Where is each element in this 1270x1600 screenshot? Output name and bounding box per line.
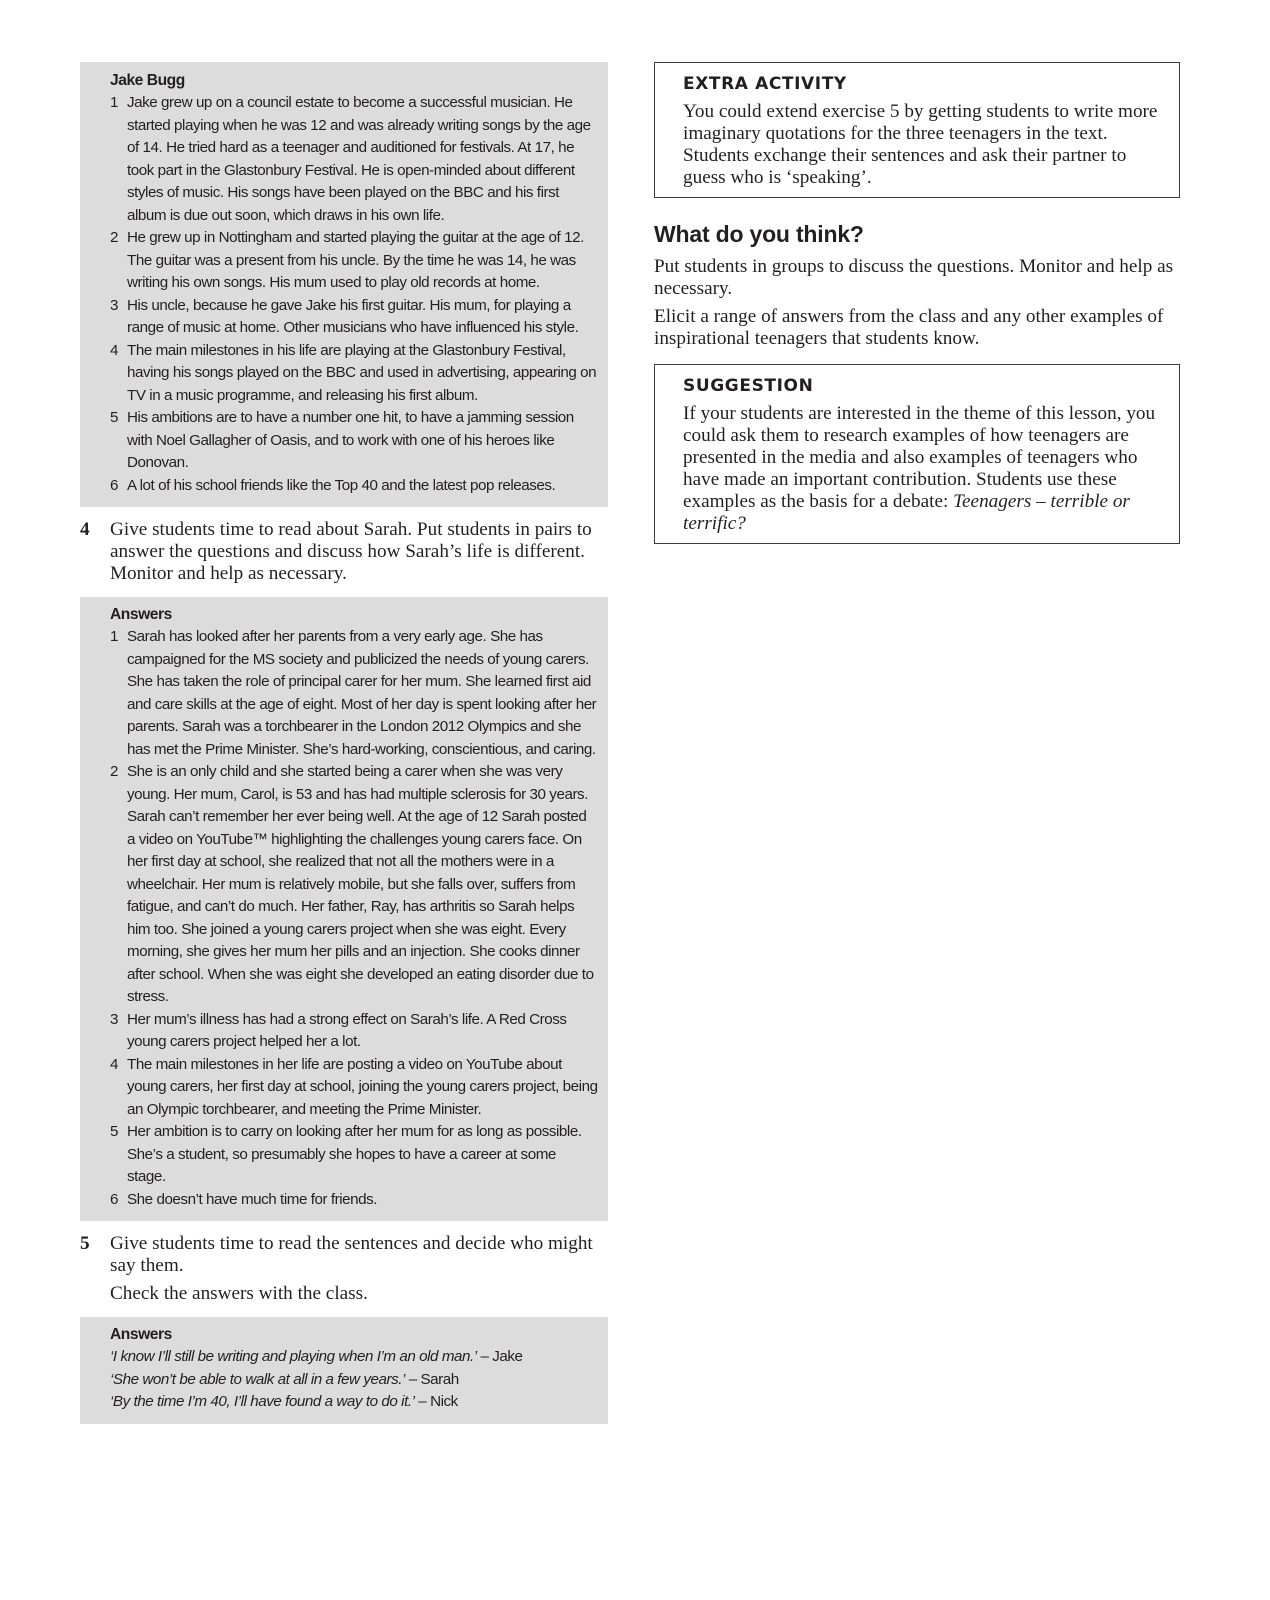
- exercise-number: 4: [80, 519, 90, 540]
- quote-line: ‘She won’t be able to walk at all in a few years.’ – Sarah: [110, 1370, 459, 1388]
- list-item: 6 A lot of his school friends like the Top 40 and the latest pop releases.: [110, 476, 556, 494]
- what-do-you-think-section: [654, 220, 1180, 350]
- list-item: 1 Sarah has looked after her parents from a very early age. She has campaigned for the MS society and publicized the needs of young carers. She has taken the role of principal carer for her mum. She learned first aid and care skills at the age of eight. Most of her day is spent looking after her parents. Sarah was a torchbearer in the London 2012 Olympics and she has met the Prime Minister. She’s hard-working, conscientious, and caring.: [110, 628, 597, 758]
- paragraph: Put students in groups to discuss the questions. Monitor and help as necessary.: [654, 256, 1174, 299]
- quote-line: ‘By the time I’m 40, I’ll have found a way to do it.’ – Nick: [110, 1393, 458, 1410]
- box-text: If your students are interested in the theme of this lesson, you could ask them to research examples of how teenagers are presented in the media and also examples of teenagers who have made an important contribution. Students use these examples as the basis for a debate: Teenagers – terrible or terrific?: [683, 403, 1156, 534]
- quote-line: ‘I know I’ll still be writing and playing when I’m an old man.’ – Jake: [110, 1348, 523, 1365]
- answer-list: [110, 626, 598, 1211]
- jake-answers-box: [80, 62, 608, 507]
- box-heading: Jake Bugg: [110, 72, 185, 89]
- exercise-text: Give students time to read the sentences and decide who might say them.: [110, 1233, 593, 1276]
- paragraph: Elicit a range of answers from the class and any other examples of inspirational teenagers that students know.: [654, 306, 1164, 349]
- list-item: 2 She is an only child and she started being a carer when she was very young. Her mum, Carol, is 53 and has had multiple sclerosis for 30 years. Sarah can’t remember her ever being well. At the age of 12 Sarah posted a video on YouTube™ highlighting the challenges young carers face. On her first day at school, she realized that not all the mothers were in a wheelchair. Her mum is relatively mobile, but she falls over, suffers from fatigue, and can’t do much. Her father, Ray, has arthritis so Sarah helps him too. She joined a young carers project when she was eight. Every morning, she gives her mum her pills and an injection. She cooks dinner after school. When she was eight she developed an eating disorder due to stress.: [110, 763, 594, 1005]
- right-column: [654, 62, 1180, 544]
- list-item: 1 Jake grew up on a council estate to become a successful musician. He started playing when he was 12 and was already writing songs by the age of 14. He tried hard as a teenager and auditioned for festivals. At 17, he took part in the Glastonbury Festival. He is open-minded about different styles of music. His songs have been played on the BBC and his first album is due out soon, which draws in his own life.: [110, 94, 591, 224]
- list-item: 4 The main milestones in his life are playing at the Glastonbury Festival, having his songs played on the BBC and used in advertising, appearing on TV in a music programme, and releasing his first album.: [110, 341, 597, 404]
- exercise-5: [80, 1233, 608, 1305]
- list-item: 5 Her ambition is to carry on looking after her mum for as long as possible. She’s a student, so presumably she hopes to have a career at some stage.: [110, 1123, 582, 1185]
- exercise-text-2: Check the answers with the class.: [110, 1283, 368, 1304]
- box-text: You could extend exercise 5 by getting students to write more imaginary quotations for the three teenagers in the text. Students exchange their sentences and ask their partner to guess who is ‘speaking’.: [683, 101, 1158, 188]
- box-heading: Answers: [110, 606, 172, 623]
- sarah-answers-box: [80, 597, 608, 1221]
- list-item: 4 The main milestones in her life are posting a video on YouTube about young carers, her first day at school, joining the young carers project, being an Olympic torchbearer, and meeting the Prime Minister.: [110, 1055, 598, 1118]
- box-title: EXTRA ACTIVITY: [683, 74, 847, 94]
- box-heading: Answers: [110, 1326, 172, 1343]
- box-title: SUGGESTION: [683, 376, 814, 396]
- exercise-text: Give students time to read about Sarah. Put students in pairs to answer the questions and discuss how Sarah’s life is different. Monitor and help as necessary.: [110, 519, 592, 584]
- quotes-answers-box: [80, 1317, 608, 1424]
- list-item: 6 She doesn’t have much time for friends.: [110, 1190, 378, 1208]
- left-column: [80, 62, 608, 1424]
- exercise-number: 5: [80, 1233, 90, 1254]
- suggestion-box: [654, 364, 1180, 544]
- debate-title: Teenagers – terrible or terrific?: [683, 491, 1130, 534]
- extra-activity-box: [654, 62, 1180, 198]
- section-heading: What do you think?: [654, 221, 864, 247]
- list-item: 2 He grew up in Nottingham and started playing the guitar at the age of 12. The guitar was a present from his uncle. By the time he was 14, he was writing his own songs. His mum used to play old records at home.: [110, 229, 584, 291]
- list-item: 3 Her mum’s illness has had a strong effect on Sarah’s life. A Red Cross young carers project helped her a lot.: [110, 1010, 567, 1050]
- list-item: 3 His uncle, because he gave Jake his first guitar. His mum, for playing a range of music at home. Other musicians who have influenced his style.: [110, 296, 579, 336]
- list-item: 5 His ambitions are to have a number one hit, to have a jamming session with Noel Gallagher of Oasis, and to work with one of his heroes like Donovan.: [110, 409, 574, 471]
- exercise-4: [80, 519, 608, 585]
- answer-list: [110, 92, 598, 497]
